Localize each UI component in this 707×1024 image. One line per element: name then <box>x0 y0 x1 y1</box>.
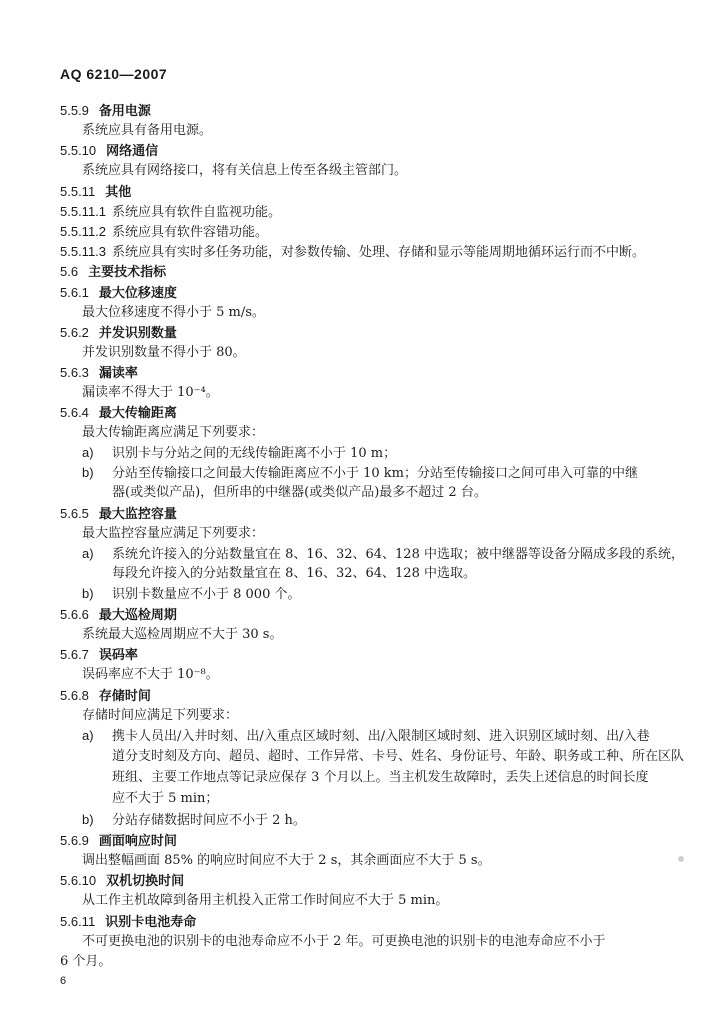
section-title: 误码率 <box>98 648 138 663</box>
clause-text: 系统应具有实时多任务功能，对参数传输、处理、存储和显示等能周期地循环运行而不中断。 <box>112 245 646 260</box>
section-number: 5.6.10 <box>60 873 97 888</box>
section-number: 5.5.9 <box>60 103 89 118</box>
section-title: 其他 <box>105 185 132 200</box>
heading-5-6-3 <box>60 364 138 383</box>
paragraph: 误码率应不大于 10⁻⁸。 <box>82 667 219 682</box>
list-marker: b) <box>82 465 94 480</box>
paragraph: 从工作主机故障到备用主机投入正常工作时间应不大于 5 min。 <box>82 893 449 908</box>
paragraph: 存储时间应满足下列要求： <box>82 708 239 723</box>
standard-number: AQ 6210—2007 <box>60 66 168 82</box>
section-number: 5.6.1 <box>60 285 89 300</box>
paragraph: 不可更换电池的识别卡的电池寿命应不小于 2 年。可更换电池的识别卡的电池寿命应不小于 <box>82 934 606 949</box>
list-item <box>82 545 684 564</box>
paragraph: 系统应具有网络接口，将有关信息上传至各级主管部门。 <box>82 163 408 178</box>
paragraph: 最大传输距离应满足下列要求： <box>82 425 265 440</box>
section-title: 漏读率 <box>98 366 138 381</box>
heading-5-6-7 <box>60 646 138 665</box>
list-text-continued: 应不大于 5 min； <box>112 791 219 806</box>
heading-5-6-4 <box>60 404 177 423</box>
paragraph: 调出整幅画面 85% 的响应时间应不大于 2 s，其余画面应不大于 5 s。 <box>82 853 491 868</box>
heading-5-6-1 <box>60 284 177 303</box>
list-marker: a) <box>82 546 94 561</box>
list-marker: a) <box>82 445 94 460</box>
section-title: 最大传输距离 <box>98 406 177 421</box>
section-title: 最大巡检周期 <box>98 608 177 623</box>
clause-5-5-11-3 <box>60 243 645 262</box>
list-text-continued: 器(或类似产品)，但所串的中继器(或类似产品)最多不超过 2 台。 <box>112 485 487 500</box>
list-text: 分站至传输接口之间最大传输距离应不小于 10 km；分站至传输接口之间可串入可靠的中继 <box>112 466 639 481</box>
list-text: 识别卡与分站之间的无线传输距离不小于 10 m； <box>112 446 397 461</box>
list-item <box>82 464 638 483</box>
paragraph: 系统最大巡检周期应不大于 30 s。 <box>82 627 283 642</box>
section-number: 5.6.2 <box>60 325 89 340</box>
paragraph: 最大位移速度不得小于 5 m/s。 <box>82 305 265 320</box>
section-number: 5.6.7 <box>60 647 89 662</box>
clause-number: 5.5.11.2 <box>60 224 107 239</box>
heading-5-6-2 <box>60 324 177 343</box>
section-number: 5.6.9 <box>60 833 89 848</box>
list-marker: b) <box>82 586 94 601</box>
list-text-continued: 道分支时刻及方向、超员、超时、工作异常、卡号、姓名、身份证号、年龄、职务或工种、所在区队 <box>112 749 685 764</box>
section-title: 最大监控容量 <box>98 507 177 522</box>
section-number: 5.6.8 <box>60 688 89 703</box>
section-title: 双机切换时间 <box>106 874 185 889</box>
section-title: 并发识别数量 <box>98 326 177 341</box>
clause-text: 系统应具有软件容错功能。 <box>112 225 269 240</box>
section-title: 最大位移速度 <box>98 286 177 301</box>
section-title: 存储时间 <box>98 689 151 704</box>
clause-number: 5.5.11.1 <box>60 204 107 219</box>
section-title: 备用电源 <box>98 104 151 119</box>
section-title: 识别卡电池寿命 <box>105 915 197 930</box>
section-number: 5.6.11 <box>60 914 96 929</box>
heading-5-6-8 <box>60 687 151 706</box>
heading-5-6-5 <box>60 505 177 524</box>
heading-5-6-9 <box>60 832 177 851</box>
list-text: 分站存储数据时间应不小于 2 h。 <box>112 813 306 828</box>
paragraph-continued: 6 个月。 <box>60 954 112 969</box>
list-text-continued: 班组、主要工作地点等记录应保存 3 个月以上。当主机发生故障时，丢失上述信息的时间长度 <box>112 770 649 785</box>
section-number: 5.6.4 <box>60 405 89 420</box>
page-number: 6 <box>60 975 67 987</box>
heading-5-5-11 <box>60 183 131 202</box>
clause-number: 5.5.11.3 <box>60 244 107 259</box>
list-text: 系统允许接入的分站数量宜在 8、16、32、64、128 中选取；被中继器等设备分隔成多段的系统， <box>112 547 684 562</box>
section-number: 5.6.5 <box>60 506 89 521</box>
list-item <box>82 444 396 463</box>
section-number: 5.6.6 <box>60 607 89 622</box>
paragraph: 系统应具有备用电源。 <box>82 123 213 138</box>
section-title: 画面响应时间 <box>98 834 177 849</box>
heading-5-5-9 <box>60 102 151 121</box>
paragraph: 最大监控容量应满足下列要求： <box>82 526 265 541</box>
section-number: 5.6.3 <box>60 365 89 380</box>
section-number: 5.6 <box>60 264 79 279</box>
list-text: 携卡人员出/入井时刻、出/入重点区域时刻、出/入限制区域时刻、进入识别区域时刻、出/入巷 <box>112 729 650 744</box>
list-marker: b) <box>82 812 94 827</box>
clause-5-5-11-2 <box>60 223 268 242</box>
heading-5-6-11 <box>60 913 196 932</box>
clause-text: 系统应具有软件自监视功能。 <box>112 205 282 220</box>
list-item <box>82 727 650 746</box>
heading-5-6 <box>60 263 166 282</box>
section-title: 网络通信 <box>106 144 159 159</box>
list-item <box>82 585 300 604</box>
clause-5-5-11-1 <box>60 203 281 222</box>
heading-5-6-10 <box>60 872 184 891</box>
paragraph: 漏读率不得大于 10⁻⁴。 <box>82 385 219 400</box>
list-text-continued: 每段允许接入的分站数量宜在 8、16、32、64、128 中选取。 <box>112 566 476 581</box>
section-number: 5.5.11 <box>60 184 96 199</box>
list-item <box>82 811 306 830</box>
paragraph: 并发识别数量不得小于 80。 <box>82 345 246 360</box>
section-number: 5.5.10 <box>60 143 97 158</box>
scan-speck <box>678 856 684 862</box>
heading-5-5-10 <box>60 142 158 161</box>
list-marker: a) <box>82 728 94 743</box>
heading-5-6-6 <box>60 606 177 625</box>
list-text: 识别卡数量应不小于 8 000 个。 <box>112 587 301 602</box>
section-title: 主要技术指标 <box>88 265 167 280</box>
